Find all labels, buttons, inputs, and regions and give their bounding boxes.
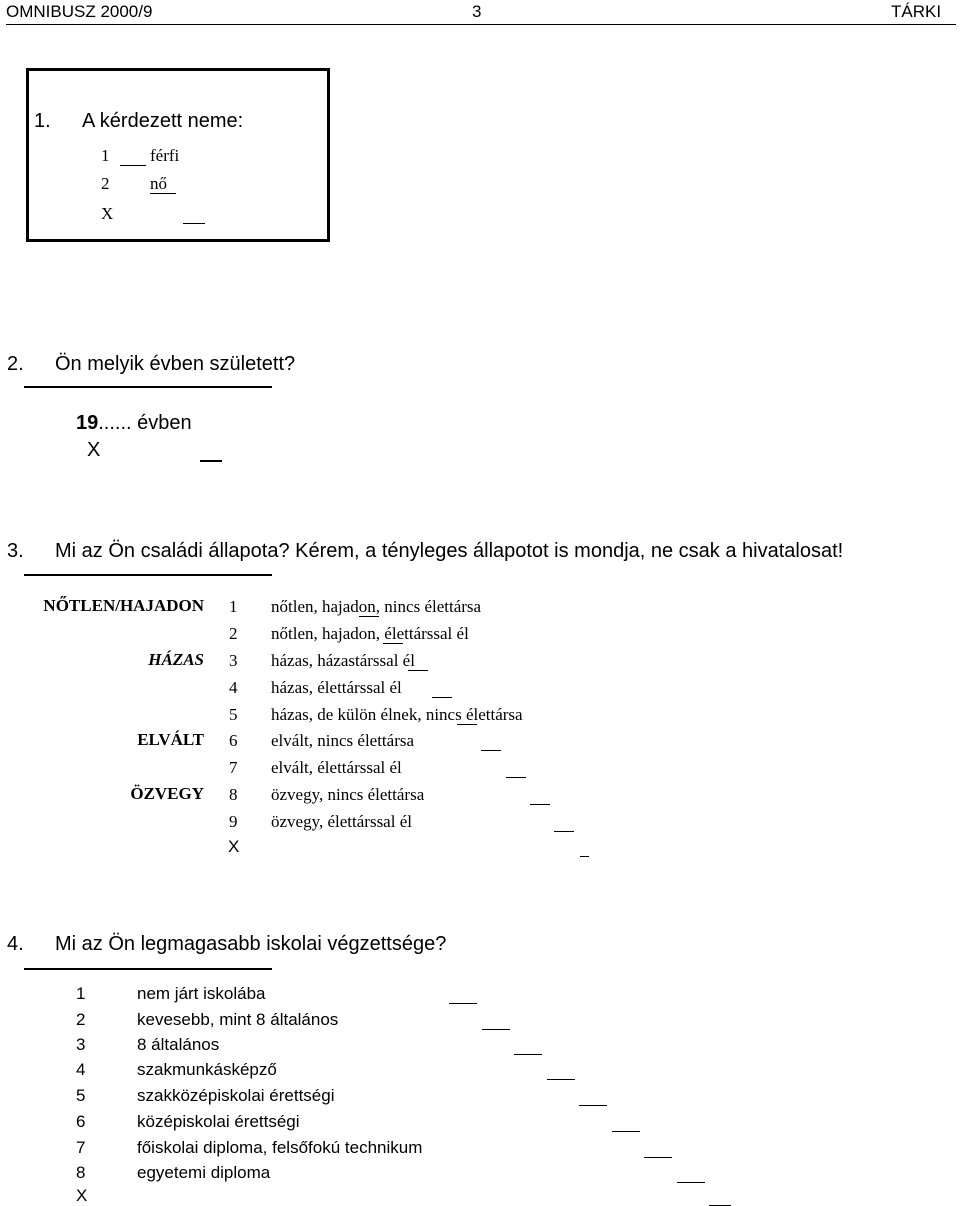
question-4-number: 4. (7, 933, 24, 955)
q4-option-label: kevesebb, mint 8 általános (137, 1010, 339, 1029)
q4-option-dash (482, 1029, 510, 1030)
q4-option-label: nem járt iskolába (137, 984, 266, 1003)
q4-option-label: főiskolai diploma, felsőfokú technikum (137, 1138, 423, 1157)
q4-option-code: 1 (76, 984, 86, 1003)
q3-option-code: 5 (229, 705, 238, 724)
question-1-number: 1. (34, 110, 51, 132)
q3-option-code: 2 (229, 624, 238, 643)
q3-option-code: 3 (229, 651, 238, 670)
q3-option-label: elvált, nincs élettársa (271, 731, 415, 750)
q3-category-notlen: NŐTLEN/HAJADON (43, 596, 204, 615)
q3-option-dash (554, 831, 574, 832)
q4-option-code: 3 (76, 1035, 86, 1054)
q3-option-label: özvegy, nincs élettársa (271, 785, 425, 804)
q4-option-code: 7 (76, 1138, 86, 1157)
q3-option-dash (580, 856, 589, 857)
q2-answer-line (76, 412, 192, 435)
q3-category-hazas: HÁZAS (148, 650, 204, 669)
q1-option-code-2: 2 (101, 174, 110, 193)
q1-option-code-1: 1 (101, 146, 110, 165)
q4-option-code: 5 (76, 1086, 86, 1105)
page-number: 3 (472, 2, 482, 21)
q4-option-code: 2 (76, 1010, 86, 1029)
q2-year-suffix: ...... évben (98, 412, 192, 434)
q3-category-ozvegy: ÖZVEGY (130, 784, 204, 803)
q4-option-code-x: X (76, 1186, 88, 1205)
q3-option-code: 4 (229, 678, 238, 697)
q1-option-code-x: X (101, 204, 114, 223)
q3-option-code-x: X (228, 837, 240, 856)
question-3-title: Mi az Ön családi állapota? Kérem, a tényleges állapotot is mondja, ne csak a hivatalosat! (55, 540, 844, 562)
q4-option-label: középiskolai érettségi (137, 1112, 300, 1131)
q3-category-elvalt: ELVÁLT (137, 730, 204, 749)
q4-option-code: 4 (76, 1060, 86, 1079)
question-2-rule (24, 386, 272, 388)
header-divider (6, 24, 956, 25)
q4-option-dash (449, 1003, 477, 1004)
q3-option-dash (481, 750, 501, 751)
q4-option-dash (547, 1079, 575, 1080)
question-4-title: Mi az Ön legmagasabb iskolai végzettsége? (55, 933, 447, 955)
q3-option-label: nőtlen, hajadon, nincs élettársa (271, 597, 482, 616)
q3-option-code: 1 (229, 597, 238, 616)
header-right-label: TÁRKI (891, 2, 942, 21)
question-2-number: 2. (7, 353, 24, 375)
q3-option-dash (530, 804, 550, 805)
q4-option-code: 8 (76, 1163, 86, 1182)
q4-option-label: szakmunkásképző (137, 1060, 277, 1079)
q2-option-code-x: X (87, 439, 101, 461)
q2-option-dash (200, 460, 222, 462)
q3-option-dash (506, 777, 526, 778)
q3-option-dash (432, 697, 452, 698)
q3-option-label: házas, házastárssal él (271, 651, 415, 670)
q1-option-label-2: nő (150, 174, 167, 193)
q3-option-label: házas, de külön élnek, nincs élettársa (271, 705, 523, 724)
q3-option-label: elvált, élettárssal él (271, 758, 402, 777)
q1-option-label-1: férfi (150, 146, 180, 165)
question-3-rule (24, 574, 272, 576)
q4-option-label: szakközépiskolai érettségi (137, 1086, 335, 1105)
q4-option-label: 8 általános (137, 1035, 220, 1054)
q3-option-label: házas, élettárssal él (271, 678, 402, 697)
header-left-label: OMNIBUSZ 2000/9 (6, 2, 153, 21)
q3-option-code: 8 (229, 785, 238, 804)
q4-option-dash (579, 1105, 607, 1106)
q4-option-dash (612, 1131, 640, 1132)
q3-option-code: 6 (229, 731, 238, 750)
q4-option-code: 6 (76, 1112, 86, 1131)
question-2-title: Ön melyik évben született? (55, 353, 296, 375)
q4-option-dash (514, 1054, 542, 1055)
q1-option-dash (120, 165, 146, 166)
q4-option-dash (677, 1182, 705, 1183)
q2-year-prefix: 19 (76, 412, 99, 434)
q4-option-label: egyetemi diploma (137, 1163, 271, 1182)
q3-option-code: 7 (229, 758, 238, 777)
question-4-rule (24, 968, 272, 970)
q3-option-label: nőtlen, hajadon, élettárssal él (271, 624, 469, 643)
question-3-number: 3. (7, 540, 24, 562)
q3-option-code: 9 (229, 812, 238, 831)
q3-option-label: özvegy, élettárssal él (271, 812, 412, 831)
q1-option-dash (183, 223, 205, 224)
question-1-title: A kérdezett neme: (82, 110, 244, 132)
q4-option-dash (644, 1157, 672, 1158)
